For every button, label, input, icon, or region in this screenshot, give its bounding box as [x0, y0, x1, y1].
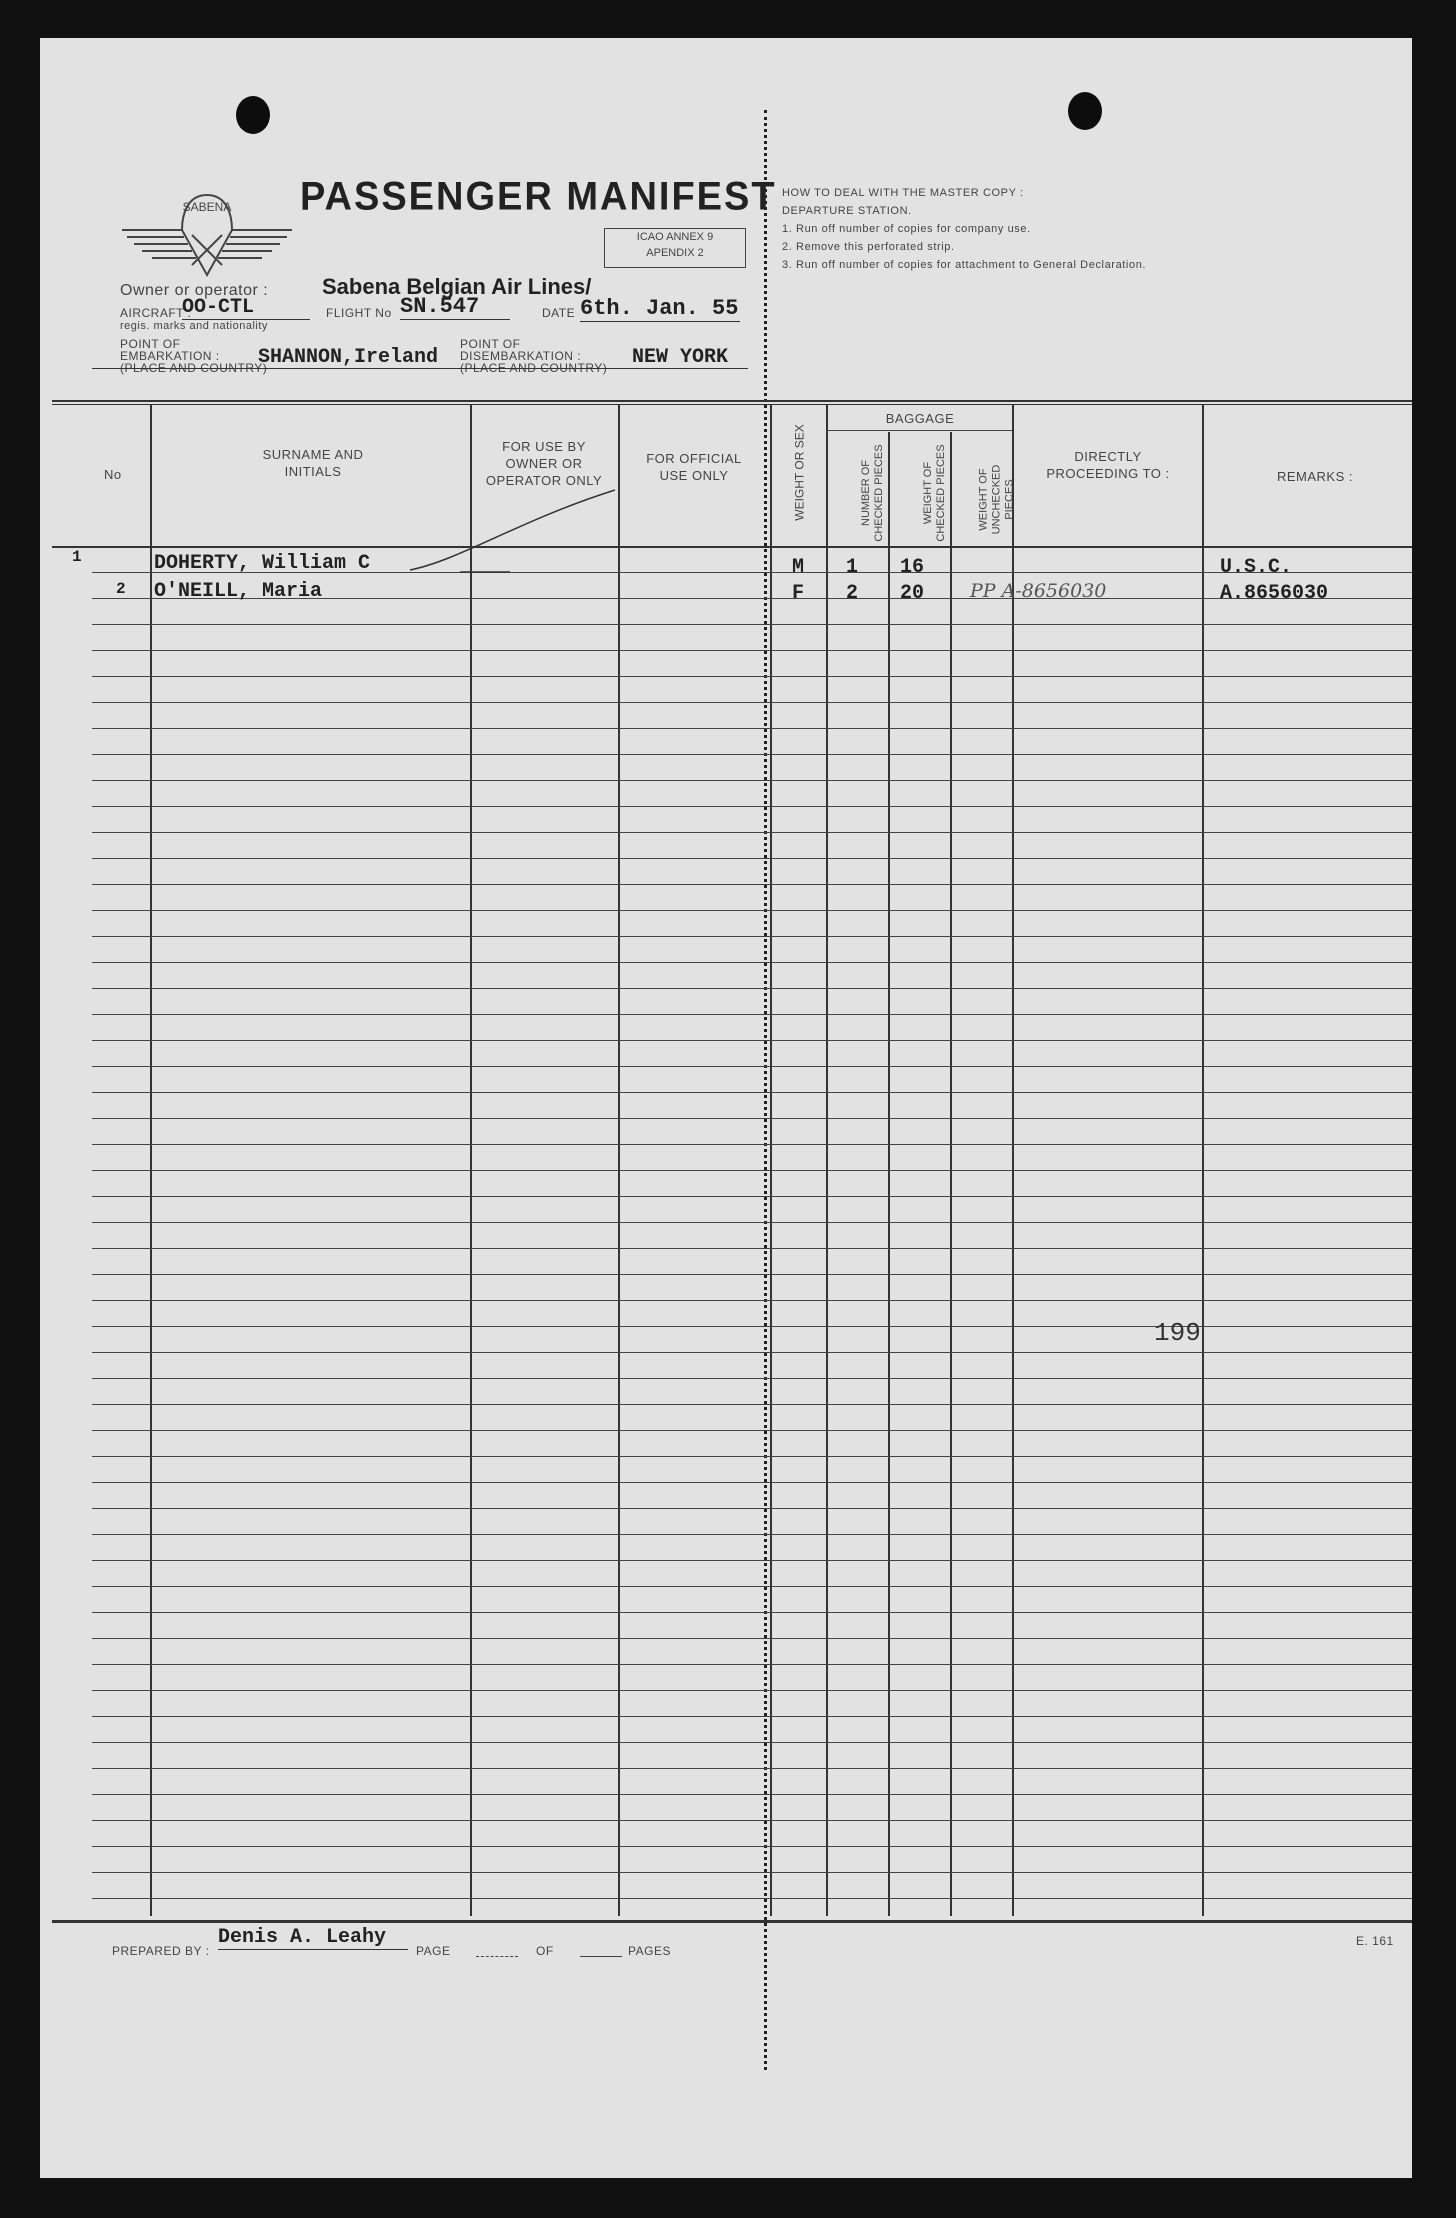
col-header-weight-checked: WEIGHT OF CHECKED PIECES: [922, 444, 947, 542]
table-row-rule: [92, 1352, 1412, 1353]
table-row-rule: [92, 1378, 1412, 1379]
table-row-rule: [92, 780, 1412, 781]
pages-blank: [580, 1956, 622, 1957]
table-row-rule: [92, 1196, 1412, 1197]
icao-line1: ICAO ANNEX 9: [636, 231, 714, 243]
col-header-official: FOR OFFICIAL USE ONLY: [646, 451, 742, 483]
table-row-rule: [92, 754, 1412, 755]
table-row-rule: [92, 1560, 1412, 1561]
of-label: OF: [536, 1944, 554, 1958]
table-row-rule: [92, 962, 1412, 963]
row2-remarks: A.8656030: [1220, 582, 1329, 605]
table-row-rule: [92, 1690, 1412, 1691]
table-row-rule: [92, 1300, 1412, 1301]
table-row-rule: [92, 1898, 1412, 1899]
table-row-rule: [92, 624, 1412, 625]
aircraft-label: AIRCRAFT :: [120, 306, 192, 320]
table-row-rule: [92, 1768, 1412, 1769]
row2-proceeding-handwritten: PP A-8656030: [970, 580, 1107, 602]
aircraft-sub: regis. marks and nationality: [120, 320, 268, 332]
table-row-rule: [92, 1586, 1412, 1587]
col-header-weight-unchecked: WEIGHT OF UNCHECKED PIECES: [977, 464, 1016, 535]
table-row-rule: [92, 1170, 1412, 1171]
table-header-rule: [52, 546, 1412, 548]
instruction-line3: 1. Run off number of copies for company use.: [782, 223, 1031, 235]
prepared-label: PREPARED BY :: [112, 1944, 210, 1958]
icao-line2: APENDIX 2: [646, 247, 704, 259]
sabena-logo-icon: [122, 185, 292, 295]
flight-value: SN.547: [400, 294, 510, 320]
table-top-rule-2: [52, 404, 1412, 405]
col-header-baggage: BAGGAGE: [885, 411, 955, 426]
owner-label: Owner or operator :: [120, 282, 269, 299]
embark-label-1: POINT OF: [120, 337, 181, 351]
table-row-rule: [92, 858, 1412, 859]
row1-pieces: 1: [846, 556, 859, 579]
disembark-label-2: DISEMBARKATION :: [460, 349, 582, 363]
row1-name: DOHERTY, William C: [154, 552, 371, 575]
table-row-rule: [92, 1508, 1412, 1509]
row1-remarks: U.S.C.: [1220, 556, 1293, 579]
table-row-rule: [92, 936, 1412, 937]
row1-sex: M: [792, 556, 805, 579]
row1-weight: 16: [900, 556, 925, 579]
col-header-proceeding: DIRECTLY PROCEEDING TO :: [1046, 449, 1170, 481]
embark-value: SHANNON,Ireland: [258, 346, 439, 369]
col-header-weight-sex: WEIGHT OR SEX: [792, 424, 807, 521]
table-row-rule: [92, 1664, 1412, 1665]
table-row-rule: [92, 1742, 1412, 1743]
page-label: PAGE: [416, 1944, 451, 1958]
punch-hole-left: [236, 96, 270, 134]
pen-stroke: [400, 480, 630, 580]
table-row-rule: [92, 910, 1412, 911]
row2-no: 2: [116, 580, 126, 598]
table-row-rule: [92, 1404, 1412, 1405]
table-row-rule: [92, 1274, 1412, 1275]
row1-no: 1: [72, 548, 82, 566]
row2-name: O'NEILL, Maria: [154, 580, 323, 603]
col-divider-weight: [950, 432, 952, 1916]
disembark-label-1: POINT OF: [460, 337, 521, 351]
table-bottom-rule: [52, 1920, 1412, 1923]
instruction-line4: 2. Remove this perforated strip.: [782, 241, 955, 253]
table-row-rule: [92, 1066, 1412, 1067]
table-row-rule: [92, 884, 1412, 885]
date-label: DATE: [542, 306, 576, 320]
table-row-rule: [92, 1430, 1412, 1431]
table-row-rule: [92, 1092, 1412, 1093]
instruction-line1: HOW TO DEAL WITH THE MASTER COPY :: [782, 187, 1024, 199]
col-header-no: No: [104, 467, 122, 482]
date-value: 6th. Jan. 55: [580, 296, 739, 321]
col-header-surname: SURNAME AND INITIALS: [262, 447, 364, 479]
prepared-value: Denis A. Leahy: [218, 1926, 408, 1950]
table-row-rule: [92, 1248, 1412, 1249]
table-row-rule: [92, 1456, 1412, 1457]
col-header-remarks: REMARKS :: [1276, 469, 1353, 484]
table-row-rule: [92, 1014, 1412, 1015]
punch-hole-right: [1068, 92, 1102, 130]
instruction-line5: 3. Run off number of copies for attachment to General Declaration.: [782, 259, 1147, 271]
table-row-rule: [92, 676, 1412, 677]
header-underline: [92, 368, 748, 369]
table-row-rule: [92, 1040, 1412, 1041]
table-top-rule: [52, 400, 1412, 402]
table-row-rule: [92, 1222, 1412, 1223]
table-row-rule: [92, 1534, 1412, 1535]
icao-annex-box: [604, 228, 746, 268]
table-row-rule: [92, 702, 1412, 703]
aircraft-value: OO-CTL: [182, 296, 310, 320]
table-row-rule: [92, 806, 1412, 807]
master-copy-instructions: [782, 184, 1146, 274]
owner-value: Sabena Belgian Air Lines/: [322, 274, 592, 299]
table-row-rule: [92, 1118, 1412, 1119]
disembark-label-3: (PLACE AND COUNTRY): [460, 361, 608, 375]
col-divider-pieces: [888, 432, 890, 1916]
flight-label: FLIGHT No: [326, 306, 392, 320]
col-header-num-checked: NUMBER OF CHECKED PIECES: [860, 444, 885, 542]
page-blank: [476, 1956, 518, 1957]
table-row-rule: [92, 1638, 1412, 1639]
row2-pieces: 2: [846, 582, 859, 605]
table-row-rule: [92, 832, 1412, 833]
table-row-rule: [92, 1794, 1412, 1795]
table-row-rule: [92, 1820, 1412, 1821]
baggage-group-rule: [826, 430, 1012, 431]
table-row-rule: [92, 1716, 1412, 1717]
pages-label: PAGES: [628, 1944, 671, 1958]
table-row-rule: [92, 1846, 1412, 1847]
row2-weight: 20: [900, 582, 925, 605]
table-row-rule: [92, 650, 1412, 651]
form-code: E. 161: [1356, 1934, 1394, 1948]
embark-label-3: (PLACE AND COUNTRY): [120, 361, 268, 375]
col-header-owner-use: FOR USE BY OWNER OR OPERATOR ONLY: [485, 439, 603, 488]
table-row-rule: [92, 988, 1412, 989]
disembark-value: NEW YORK: [632, 346, 729, 369]
table-row-rule: [92, 1144, 1412, 1145]
table-row-rule: [92, 1482, 1412, 1483]
row2-sex: F: [792, 582, 805, 605]
table-row-rule: [92, 728, 1412, 729]
stamp-number: 199: [1154, 1318, 1201, 1348]
logo-text: SABENA: [182, 200, 232, 214]
document-title: PASSENGER MANIFEST: [300, 174, 777, 220]
embark-label-2: EMBARKATION :: [120, 349, 220, 363]
table-row-rule: [92, 1326, 1412, 1327]
table-row-rule: [92, 1872, 1412, 1873]
table-row-rule: [92, 1612, 1412, 1613]
instruction-line2: DEPARTURE STATION.: [782, 205, 912, 217]
